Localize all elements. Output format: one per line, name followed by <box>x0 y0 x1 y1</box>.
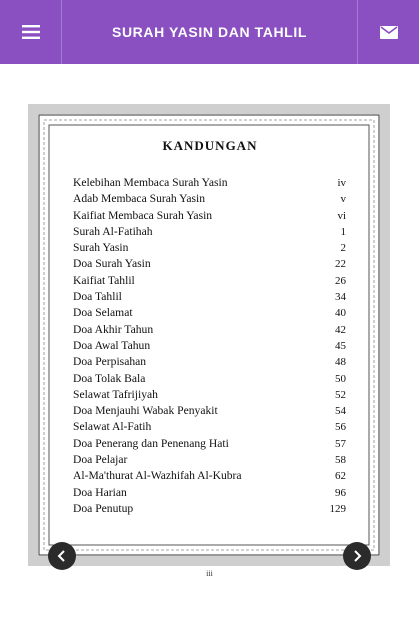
toc-item-page: 58 <box>335 454 346 467</box>
chevron-right-icon <box>352 550 362 562</box>
document-page <box>0 64 419 640</box>
toc-list <box>73 176 346 518</box>
toc-item-title: Adab Membaca Surah Yasin <box>73 192 206 206</box>
toc-item <box>73 372 346 388</box>
toc-item-title: Doa Akhir Tahun <box>73 322 154 336</box>
toc-item-title: Kelebihan Membaca Surah Yasin <box>73 176 228 189</box>
menu-button[interactable] <box>0 0 62 64</box>
toc-item-page: 50 <box>335 372 346 385</box>
toc-item <box>73 241 346 257</box>
toc-item-title: Doa Penerang dan Penenang Hati <box>73 436 229 450</box>
toc-item-title: Surah Al-Fatihah <box>73 224 153 238</box>
toc-item-title: Doa Awal Tahun <box>73 338 151 352</box>
toc-item-title: Doa Harian <box>73 485 127 499</box>
toc-item-page: 57 <box>335 437 346 450</box>
toc-item-page: 56 <box>335 421 346 434</box>
toc-item <box>73 339 346 355</box>
toc-heading: KANDUNGAN <box>162 138 258 153</box>
toc-item <box>73 290 346 306</box>
page-number: iii <box>206 569 213 578</box>
toc-item <box>73 274 346 290</box>
toc-item-page: 48 <box>335 356 346 369</box>
toc-item-title: Doa Surah Yasin <box>73 257 151 271</box>
toc-item <box>73 437 346 453</box>
toc-item-title: Doa Tolak Bala <box>73 371 146 385</box>
toc-item-page: 1 <box>340 225 346 238</box>
toc-item <box>73 176 346 192</box>
toc-item-page: 22 <box>335 258 346 271</box>
toc-item <box>73 209 346 225</box>
chevron-left-icon <box>57 550 67 562</box>
toc-item-page: 129 <box>329 502 346 515</box>
toc-item <box>73 323 346 339</box>
toc-item-title: Selawat Tafrijiyah <box>73 387 158 401</box>
toc-item <box>73 225 346 241</box>
toc-item-page: 40 <box>335 307 346 320</box>
toc-item-page: 26 <box>335 274 346 287</box>
toc-item-page: 96 <box>335 486 346 499</box>
toc-item-title: Doa Pelajar <box>73 453 128 467</box>
toc-item-title: Doa Penutup <box>73 501 134 515</box>
toc-item <box>73 404 346 420</box>
toc-item <box>73 355 346 371</box>
toc-item-page: 34 <box>335 291 346 304</box>
toc-item-title: Selawat Al-Fatih <box>73 420 152 434</box>
toc-item-title: Doa Tahlil <box>73 290 122 304</box>
toc-item-title: Doa Selamat <box>73 306 133 320</box>
toc-item-title: Kaifiat Membaca Surah Yasin <box>73 208 213 222</box>
toc-item-title: Kaifiat Tahlil <box>73 273 135 287</box>
next-page-button[interactable] <box>343 542 371 570</box>
previous-page-button[interactable] <box>48 542 76 570</box>
toc-item <box>73 388 346 404</box>
toc-content <box>47 126 373 546</box>
toc-item <box>73 306 346 322</box>
toc-item <box>73 453 346 469</box>
app-title: SURAH YASIN DAN TAHLIL <box>112 24 307 40</box>
toc-item-title: Doa Perpisahan <box>73 355 147 369</box>
toc-item <box>73 502 346 518</box>
toc-item <box>73 420 346 436</box>
toc-item-page: 42 <box>335 323 346 336</box>
toc-item-page: vi <box>337 209 346 222</box>
hamburger-menu-icon <box>22 25 40 39</box>
toc-item-page: 62 <box>335 470 346 483</box>
mail-button[interactable] <box>357 0 419 64</box>
toc-item-page: iv <box>337 177 346 189</box>
toc-item-page: 2 <box>340 242 346 255</box>
toc-item-page: 52 <box>335 388 346 401</box>
toc-item-page: 54 <box>335 405 346 418</box>
toc-item-title: Al-Ma'thurat Al-Wazhifah Al-Kubra <box>73 469 242 483</box>
toc-item-title: Doa Menjauhi Wabak Penyakit <box>73 404 218 418</box>
mail-icon <box>380 26 398 39</box>
app-bar <box>0 0 419 64</box>
toc-item-title: Surah Yasin <box>73 241 129 255</box>
toc-item <box>73 192 346 208</box>
toc-item-page: 45 <box>335 339 346 352</box>
toc-item <box>73 257 346 273</box>
toc-item <box>73 469 346 485</box>
toc-item-page: v <box>340 193 346 206</box>
toc-item <box>73 486 346 502</box>
